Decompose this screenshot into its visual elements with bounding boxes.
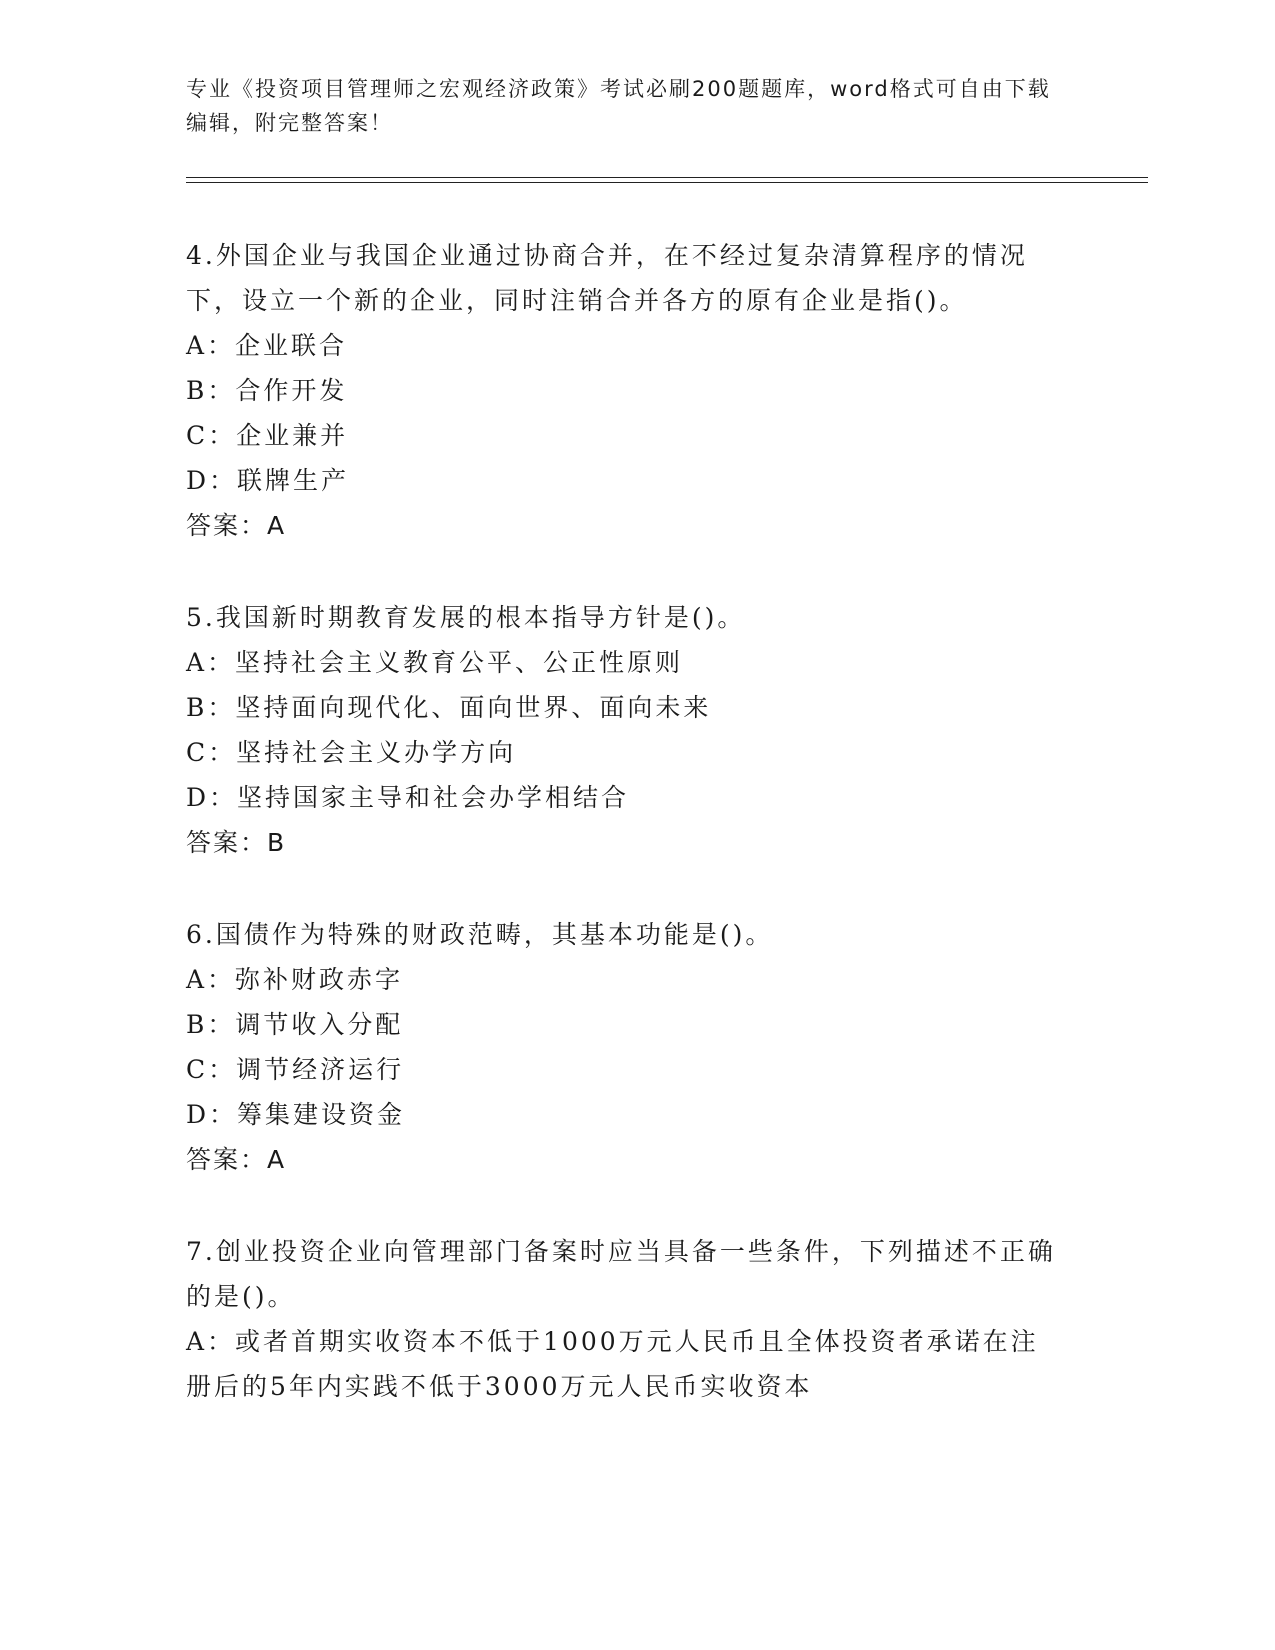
option-b: B：合作开发 — [186, 376, 348, 405]
option-a: A：弥补财政赤字 — [186, 965, 404, 994]
option-c: C：调节经济运行 — [186, 1055, 405, 1084]
header-divider-top — [186, 177, 1148, 178]
spacer — [186, 548, 1066, 595]
question-stem: 6.国债作为特殊的财政范畴，其基本功能是()。 — [186, 920, 774, 949]
question-list — [186, 233, 1066, 1409]
answer: 答案：A — [186, 511, 287, 540]
question-stem: 4.外国企业与我国企业通过协商合并，在不经过复杂清算程序的情况下，设立一个新的企业，同时注销合并各方的原有企业是指()。 — [186, 241, 1028, 315]
question-5 — [186, 595, 1066, 865]
option-a: A：或者首期实收资本不低于1000万元人民币且全体投资者承诺在注册后的5年内实践不低于3000万元人民币实收资本 — [186, 1327, 1039, 1401]
question-stem: 5.我国新时期教育发展的根本指导方针是()。 — [186, 603, 746, 632]
spacer — [186, 865, 1066, 912]
spacer — [186, 1182, 1066, 1229]
question-stem: 7.创业投资企业向管理部门备案时应当具备一些条件，下列描述不正确的是()。 — [186, 1237, 1056, 1311]
option-d: D：坚持国家主导和社会办学相结合 — [186, 783, 630, 812]
option-d: D：筹集建设资金 — [186, 1100, 406, 1129]
answer: 答案：B — [186, 828, 287, 857]
option-d: D：联牌生产 — [186, 466, 350, 495]
header-divider-bottom — [186, 182, 1148, 183]
option-b: B：坚持面向现代化、面向世界、面向未来 — [186, 693, 712, 722]
option-a: A：坚持社会主义教育公平、公正性原则 — [186, 648, 684, 677]
option-a: A：企业联合 — [186, 331, 348, 360]
question-7 — [186, 1229, 1066, 1409]
answer: 答案：A — [186, 1145, 287, 1174]
option-b: B：调节收入分配 — [186, 1010, 404, 1039]
option-c: C：企业兼并 — [186, 421, 349, 450]
question-6 — [186, 912, 1066, 1182]
option-c: C：坚持社会主义办学方向 — [186, 738, 517, 767]
question-4 — [186, 233, 1066, 548]
document-header: 专业《投资项目管理师之宏观经济政策》考试必刷200题题库，word格式可自由下载编辑，附完整答案！ — [186, 77, 1051, 135]
